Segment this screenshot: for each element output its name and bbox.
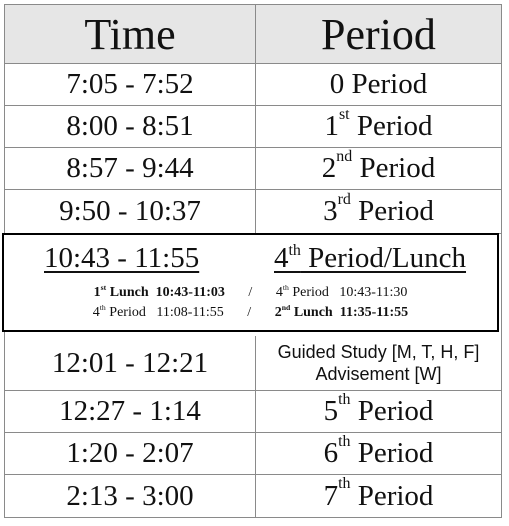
first-lunch-time: 10:43-11:03 [155,285,225,300]
time-cell: 12:01 - 12:21 [5,336,256,390]
period-label: Period [350,395,434,427]
guided-study-label: Guided Study [M, T, H, F] [277,342,480,362]
first-lunch-label [94,285,225,300]
separator-slash: / [247,305,252,320]
period-label: Period [349,110,433,142]
table-row [5,433,501,475]
period-label: Period [352,152,436,184]
period-number: 2 [321,152,337,184]
period-cell: 3 $^{rd}$ Period [323,190,434,227]
period-cell [256,64,501,105]
ordinal-number: 4 [275,285,283,300]
period-number: 3 [323,195,338,227]
table-row [5,148,501,190]
period-number: 0 Period [329,68,428,100]
ordinal-number: 1 [93,285,101,300]
period-label: Period [350,479,434,512]
second-lunch-time: 11:35-11:55 [339,305,409,320]
ordinal-suffix: th [282,283,289,293]
fourth-period-late-time: 11:08-11:55 [156,305,224,320]
period-number: 1 [324,110,339,142]
ordinal-number: 4 [92,305,100,320]
period-number: 4 [274,242,289,274]
guided-study-row [5,336,501,391]
ordinal-suffix: th [288,242,301,260]
period-label: Period [350,437,434,469]
lunch-line-2 [4,305,497,321]
period-cell: 1 $^{st}$ Period [324,105,433,142]
period-cell: 2 $^{nd}$ Period [321,147,436,184]
time-cell: 2:13 - 3:00 [5,475,256,517]
table-row [5,64,501,106]
ordinal-suffix: th [99,303,106,313]
separator-slash: / [248,285,253,300]
period-cell: 5 $^{th}$ Period [323,390,434,427]
guided-study-cell [256,336,501,390]
table-row [5,106,501,148]
lunch-word: Lunch [290,305,333,320]
lunch-line-1 [4,285,497,301]
second-lunch-label [275,305,408,320]
time-cell: 7:05 - 7:52 [5,64,256,105]
ordinal-number: 2 [274,305,282,320]
fourth-period-late-label [93,305,224,320]
advisement-label: Advisement [W] [315,364,442,384]
table-row [5,190,501,234]
time-cell: 12:27 - 1:14 [5,391,256,432]
period-number: 7 [323,479,339,512]
period-word: Period [105,305,146,320]
period-cell: 6 $^{th}$ Period [323,432,434,469]
period-label: Period/Lunch [300,242,467,274]
lunch-period-title [274,242,466,275]
fourth-period-early-time: 10:43-11:30 [339,285,408,300]
time-cell: 9:50 - 10:37 [5,190,256,233]
lunch-block [2,233,499,332]
lunch-time-range: 10:43 - 11:55 [44,242,200,274]
period-number: 5 [323,395,339,427]
header-time: Time [5,5,256,63]
table-row [5,391,501,433]
ordinal-suffix: nd [281,303,291,313]
period-word: Period [288,285,329,300]
period-number: 6 [323,437,339,469]
time-cell: 8:00 - 8:51 [5,106,256,147]
period-cell: 7 $^{th}$ Period [323,475,434,512]
time-cell: 1:20 - 2:07 [5,433,256,474]
fourth-period-early-label [276,285,407,300]
lunch-word: Lunch [106,285,149,300]
time-cell: 8:57 - 9:44 [5,148,256,189]
table-row [5,475,501,517]
period-label: Period [350,195,434,227]
header-period: Period [321,9,436,59]
header-row [5,5,501,64]
ordinal-suffix: st [100,283,107,293]
